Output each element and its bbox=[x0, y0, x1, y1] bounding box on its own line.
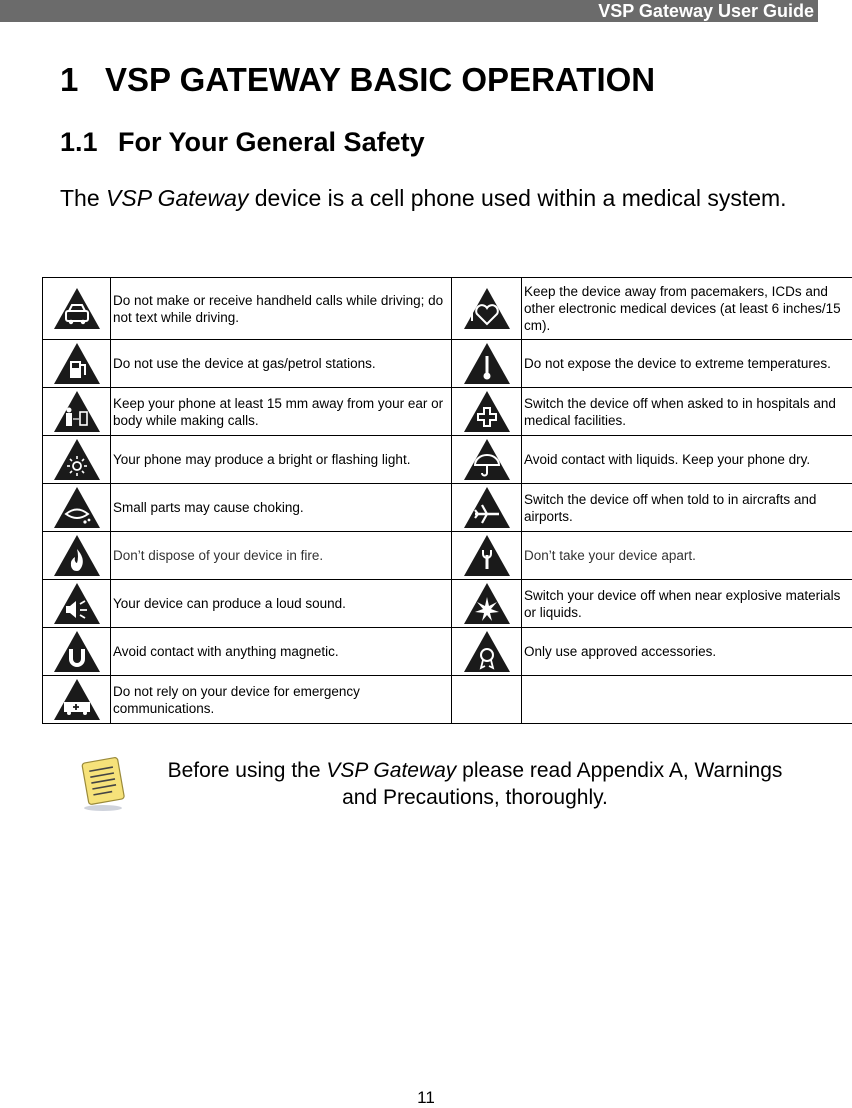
ambulance-icon bbox=[52, 677, 102, 722]
safety-text: Avoid contact with anything magnetic. bbox=[111, 628, 452, 676]
safety-text: Keep the device away from pacemakers, ICDs and other electronic medical devices (at least 6 inches/15 cm). bbox=[522, 278, 852, 340]
safety-text: Do not use the device at gas/petrol stations. bbox=[111, 340, 452, 388]
intro-paragraph bbox=[60, 183, 800, 213]
warning-cell bbox=[452, 580, 522, 628]
pacemaker-heart-icon bbox=[462, 286, 512, 331]
safety-text: Switch your device off when near explosive materials or liquids. bbox=[522, 580, 852, 628]
magnet-icon bbox=[52, 629, 102, 674]
warning-cell bbox=[43, 436, 111, 484]
warning-cell bbox=[452, 278, 522, 340]
table-row bbox=[43, 436, 852, 484]
notepad-icon bbox=[80, 754, 126, 817]
safety-text: Don’t take your device apart. bbox=[522, 532, 852, 580]
note-product: VSP Gateway bbox=[326, 759, 456, 782]
warning-cell bbox=[452, 388, 522, 436]
car-icon bbox=[52, 286, 102, 331]
intro-prefix: The bbox=[60, 185, 106, 211]
table-row bbox=[43, 580, 852, 628]
table-row bbox=[43, 388, 852, 436]
warning-cell bbox=[43, 484, 111, 532]
empty-cell bbox=[522, 676, 852, 724]
warning-cell bbox=[43, 388, 111, 436]
warning-cell bbox=[452, 436, 522, 484]
medical-cross-icon bbox=[462, 389, 512, 434]
safety-text: Your device can produce a loud sound. bbox=[111, 580, 452, 628]
safety-table bbox=[42, 277, 852, 724]
warning-cell bbox=[43, 580, 111, 628]
header-title: VSP Gateway User Guide bbox=[598, 1, 814, 21]
safety-text: Do not make or receive handheld calls while driving; do not text while driving. bbox=[111, 278, 452, 340]
warning-cell bbox=[452, 484, 522, 532]
explosion-icon bbox=[462, 581, 512, 626]
table-row bbox=[43, 676, 852, 724]
note-prefix: Before using the bbox=[168, 759, 327, 782]
section-heading bbox=[60, 60, 655, 100]
header-bar bbox=[0, 0, 818, 22]
note-text bbox=[150, 757, 800, 811]
empty-cell bbox=[452, 676, 522, 724]
table-row bbox=[43, 340, 852, 388]
warning-cell bbox=[43, 676, 111, 724]
safety-text: Don’t dispose of your device in fire. bbox=[111, 532, 452, 580]
phone-body-distance-icon bbox=[52, 389, 102, 434]
choking-mouth-icon bbox=[52, 485, 102, 530]
page-number: 11 bbox=[0, 1088, 852, 1108]
subsection-number: 1.1 bbox=[60, 124, 118, 160]
safety-text: Switch the device off when asked to in hospitals and medical facilities. bbox=[522, 388, 852, 436]
intro-product: VSP Gateway bbox=[106, 185, 248, 211]
subsection-title: For Your General Safety bbox=[118, 127, 425, 157]
table-row bbox=[43, 278, 852, 340]
loud-sound-icon bbox=[52, 581, 102, 626]
table-row bbox=[43, 628, 852, 676]
safety-text: Do not expose the device to extreme temperatures. bbox=[522, 340, 852, 388]
note-suffix: please read Appendix A, Warnings and Precautions, thoroughly. bbox=[342, 759, 782, 809]
section-title: VSP GATEWAY BASIC OPERATION bbox=[105, 61, 655, 98]
safety-text: Small parts may cause choking. bbox=[111, 484, 452, 532]
warning-cell bbox=[43, 340, 111, 388]
warning-cell bbox=[452, 340, 522, 388]
airplane-icon bbox=[462, 485, 512, 530]
wrench-icon bbox=[462, 533, 512, 578]
safety-text: Switch the device off when told to in aircrafts and airports. bbox=[522, 484, 852, 532]
warning-cell bbox=[43, 278, 111, 340]
thermometer-icon bbox=[462, 341, 512, 386]
section-number: 1 bbox=[60, 60, 105, 100]
safety-text: Only use approved accessories. bbox=[522, 628, 852, 676]
table-row bbox=[43, 484, 852, 532]
safety-text: Do not rely on your device for emergency communications. bbox=[111, 676, 452, 724]
flashing-light-icon bbox=[52, 437, 102, 482]
warning-cell bbox=[452, 628, 522, 676]
safety-text: Avoid contact with liquids. Keep your phone dry. bbox=[522, 436, 852, 484]
fire-icon bbox=[52, 533, 102, 578]
intro-suffix: device is a cell phone used within a medical system. bbox=[248, 185, 786, 211]
safety-text: Keep your phone at least 15 mm away from your ear or body while making calls. bbox=[111, 388, 452, 436]
table-row bbox=[43, 532, 852, 580]
warning-cell bbox=[452, 532, 522, 580]
warning-cell bbox=[43, 532, 111, 580]
umbrella-icon bbox=[462, 437, 512, 482]
fuel-pump-icon bbox=[52, 341, 102, 386]
approved-seal-icon bbox=[462, 629, 512, 674]
safety-text: Your phone may produce a bright or flashing light. bbox=[111, 436, 452, 484]
subsection-heading bbox=[60, 124, 425, 160]
warning-cell bbox=[43, 628, 111, 676]
